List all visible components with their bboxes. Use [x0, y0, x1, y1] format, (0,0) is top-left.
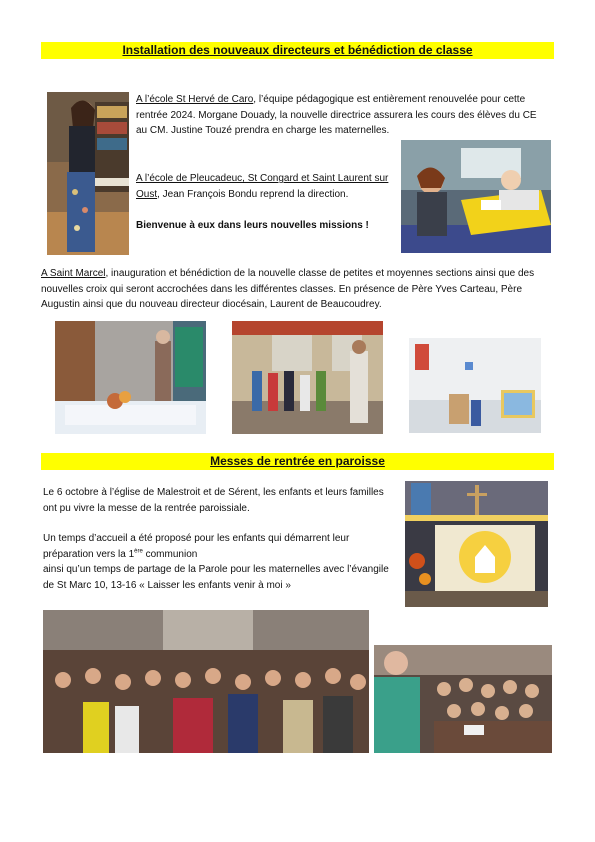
paragraph-accueil: [43, 531, 393, 593]
section-title-banner-2: [41, 453, 554, 470]
paragraph-accueil-a: Un temps d’accueil a été proposé pour les enfants qui démarrent leur préparation vers la 1: [43, 533, 350, 560]
photo-priest-children: [374, 645, 552, 753]
paragraph-caro-text: , l’équipe pédagogique est entièrement renouvelée pour cette rentrée 2024. Morgane Douady, la nouvelle directrice assurera les cours des élèves du CE au CM. Justine Touzé prendra en charge les maternelles.: [136, 94, 537, 136]
section-title-banner-1: [41, 42, 554, 59]
section-title-2: Messes de rentrée en paroisse: [210, 454, 385, 468]
photo-children-classroom: [232, 321, 383, 434]
welcome-text: Bienvenue à eux dans leurs nouvelles missions !: [136, 220, 369, 231]
photo-cross-display: [409, 338, 541, 433]
paragraph-malestroit: Le 6 octobre à l’église de Malestroit et de Sérent, les enfants et leurs familles ont pu vivre la messe de la rentrée paroissiale.: [43, 487, 384, 514]
photo-statue-altar: [55, 321, 206, 434]
paragraph-accueil-b: communion: [142, 548, 198, 560]
paragraph-caro: [136, 92, 542, 139]
paragraph-accueil-c: ainsi qu’un temps de partage de la Parole pour les maternelles avec l’évangile de St Marc 10, 13-16 « Laisser les enfants venir à moi »: [43, 564, 389, 591]
paragraph-saint-marcel-text: , inauguration et bénédiction de la nouvelle classe de petites et moyennes sections ainsi que des nouvelles croix qui seront accrochées dans les différentes classes. En présence de Père Yves Carteau, Père Augustin ainsi que du nouveau directeur diocésain, Laurent de Beaucoudrey.: [41, 268, 535, 310]
paragraph-saint-marcel: [41, 266, 551, 313]
paragraph-pleucadeuc-text: , Jean François Bondu reprend la direction.: [157, 188, 349, 200]
photo-children-table: [401, 140, 551, 253]
paragraph-pleucadeuc: [136, 171, 396, 202]
link-ecole-caro[interactable]: A l’école St Hervé de Caro: [136, 94, 254, 105]
photo-teacher-writing: [47, 92, 129, 255]
section-title-1: Installation des nouveaux directeurs et bénédiction de classe: [122, 43, 473, 57]
link-saint-marcel[interactable]: A Saint Marcel: [41, 268, 106, 279]
link-ecole-pleucadeuc[interactable]: A l’école de Pleucadeuc, St Congard et Saint Laurent sur Oust: [136, 173, 389, 200]
superscript-ere: ère: [134, 548, 143, 555]
photo-church-altar: [405, 481, 548, 607]
photo-children-church-crowd: [43, 610, 369, 753]
